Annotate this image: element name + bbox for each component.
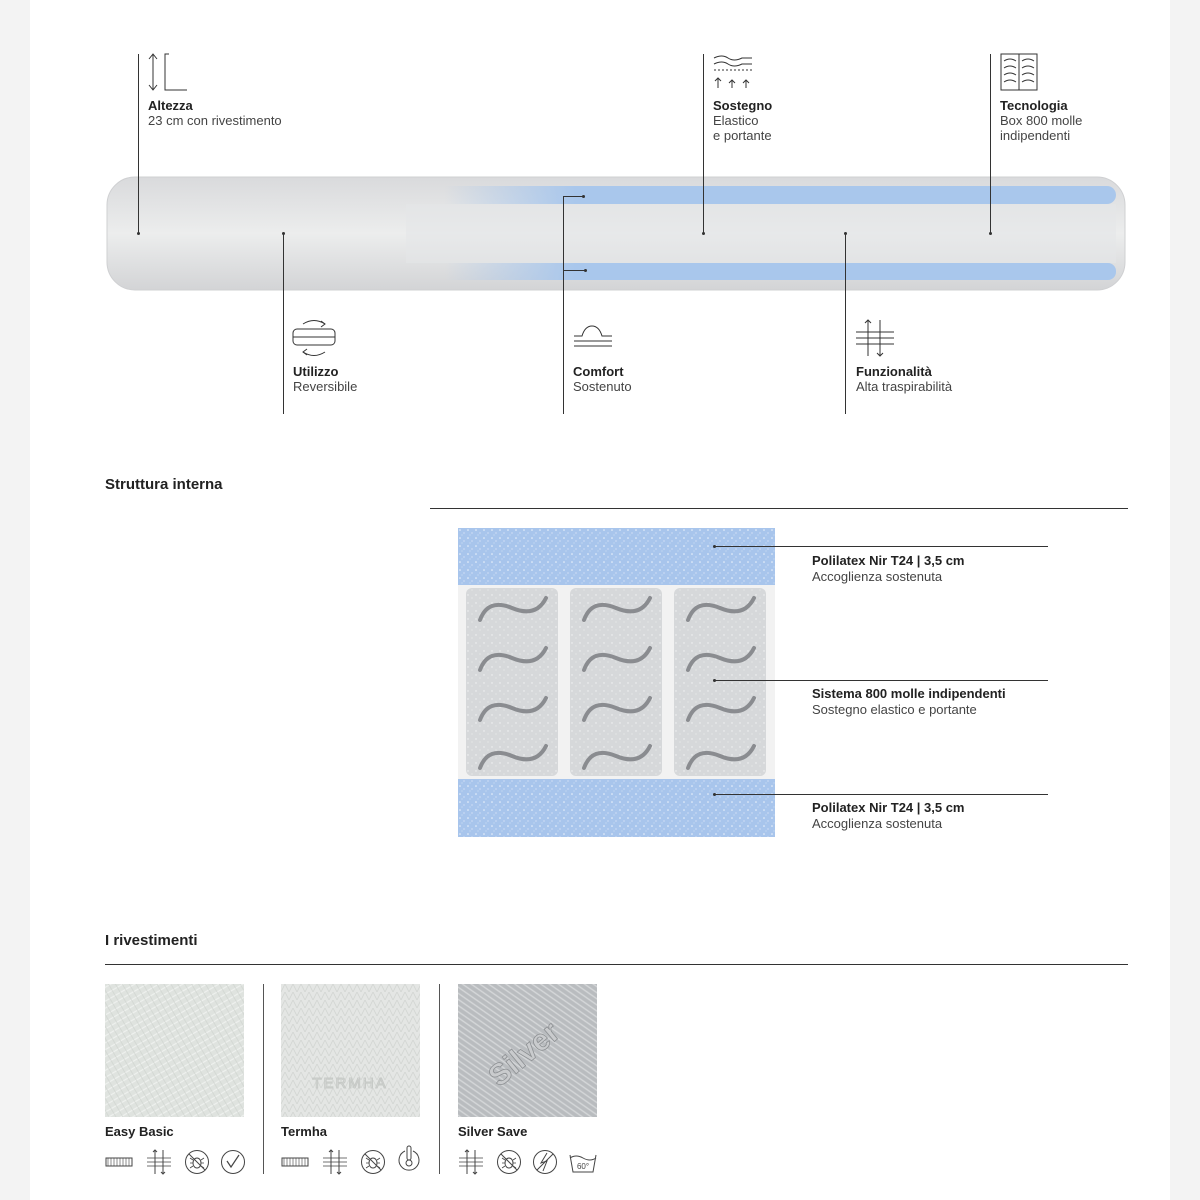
anti-mite-icon [496, 1149, 522, 1175]
breathability-icon [322, 1149, 348, 1175]
swatch-termha [281, 984, 420, 1117]
swatch-silver-text: Silver [482, 1015, 567, 1094]
anti-mite-icon [184, 1149, 210, 1175]
layer-label-springs: Sistema 800 molle indipendenti Sostegno elastico e portante [812, 686, 1006, 717]
support-icon [712, 52, 756, 92]
layer-label-bottom: Polilatex Nir T24 | 3,5 cm Accoglienza sostenuta [812, 800, 965, 831]
zip-icon [105, 1156, 133, 1168]
structure-title: Struttura interna [105, 476, 223, 493]
feature-support: Sostegno Elastico e portante [713, 98, 773, 143]
spring-columns [466, 588, 766, 776]
thermo-icon [396, 1145, 422, 1175]
feature-usage: Utilizzo Reversibile [293, 364, 358, 394]
feature-functionality: Funzionalità Alta traspirabilità [856, 364, 953, 394]
breathability-icon [854, 318, 896, 360]
breathability-icon [146, 1149, 172, 1175]
comfort-icon [572, 322, 614, 352]
page-sheet [30, 0, 1170, 1200]
cover-name-silver-save: Silver Save [458, 1124, 528, 1139]
layer-label-top: Polilatex Nir T24 | 3,5 cm Accoglienza sostenuta [812, 553, 965, 584]
check-icon [220, 1149, 246, 1175]
feature-comfort: Comfort Sostenuto [573, 364, 632, 394]
wash-60-icon [568, 1152, 598, 1174]
bottom-foam-band [114, 263, 1116, 280]
antistatic-icon [532, 1149, 558, 1175]
swatch-easy-basic [105, 984, 244, 1117]
swatch-silver-save [458, 984, 597, 1117]
cover-name-termha: Termha [281, 1124, 327, 1139]
layers-diagram [458, 528, 775, 837]
layer-top-foam [458, 528, 775, 585]
covers-title: I rivestimenti [105, 932, 198, 949]
swatch-termha-text: TERMHA [312, 1075, 388, 1092]
feature-height: Altezza 23 cm con rivestimento [148, 98, 282, 128]
reversible-icon [291, 318, 337, 360]
height-icon [147, 52, 191, 92]
wash-temperature: 60° [576, 1162, 590, 1171]
mattress-diagram [106, 176, 1126, 291]
springs-icon [999, 52, 1039, 92]
cover-name-easy-basic: Easy Basic [105, 1124, 174, 1139]
zip-icon [281, 1156, 309, 1168]
breathability-icon [458, 1149, 484, 1175]
anti-mite-icon [360, 1149, 386, 1175]
feature-technology: Tecnologia Box 800 molle indipendenti [1000, 98, 1083, 143]
layer-bottom-foam [458, 779, 775, 837]
top-foam-band [114, 186, 1116, 204]
